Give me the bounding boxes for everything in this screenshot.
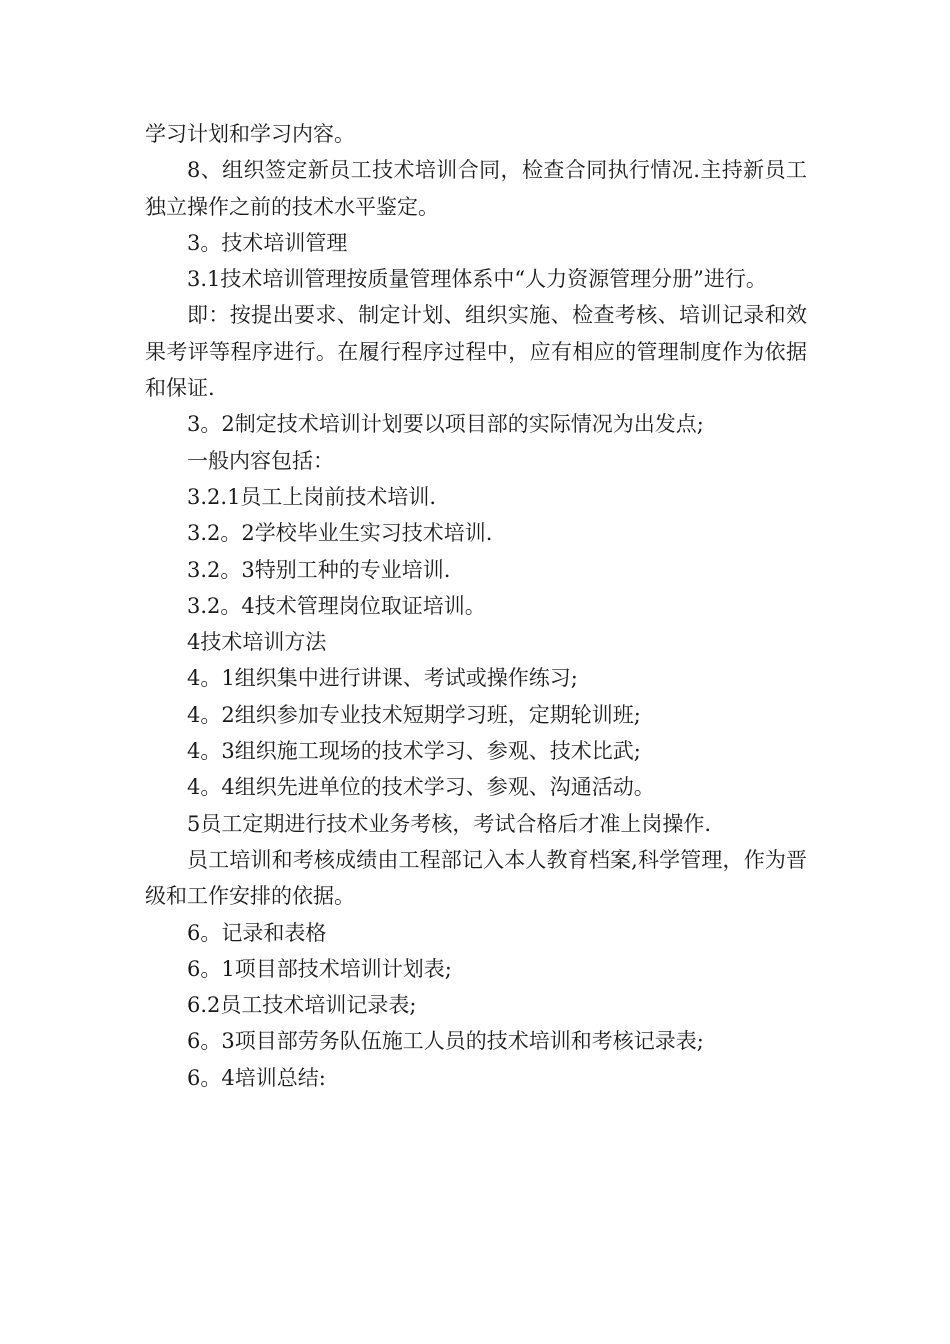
list-item: 6。1项目部技术培训计划表;	[187, 956, 452, 981]
paragraph: 3.1技术培训管理按质量管理体系中“人力资源管理分册”进行。	[187, 267, 767, 292]
paragraph: 学习计划和学习内容。	[145, 122, 355, 146]
list-item: 3.2。2学校毕业生实习技术培训.	[187, 521, 493, 546]
list-item: 3.2.1员工上岗前技术培训.	[187, 484, 437, 509]
paragraph: 员工培训和考核成绩由工程部记入本人教育档案,科学管理，作为晋级和工作安排的依据。	[145, 847, 807, 909]
list-item: 6。3项目部劳务队伍施工人员的技术培训和考核记录表;	[187, 1029, 704, 1054]
section-heading: 3。技术培训管理	[187, 230, 348, 255]
section-heading: 4技术培训方法	[187, 630, 327, 655]
list-item: 4。1组织集中进行讲课、考试或操作练习;	[187, 666, 578, 691]
paragraph: 一般内容包括：	[187, 448, 334, 473]
list-item: 4。2组织参加专业技术短期学习班，定期轮训班;	[187, 702, 641, 727]
paragraph: 3。2制定技术培训计划要以项目部的实际情况为出发点;	[187, 412, 704, 437]
list-item: 3.2。4技术管理岗位取证培训。	[187, 593, 486, 618]
list-item: 6。4培训总结:	[187, 1065, 326, 1090]
paragraph: 5员工定期进行技术业务考核，考试合格后才准上岗操作.	[187, 811, 712, 836]
list-item: 4。3组织施工现场的技术学习、参观、技术比武;	[187, 739, 641, 764]
paragraph: 即：按提出要求、制定计划、组织实施、检查考核、培训记录和效果考评等程序进行。在履行程序过程中，应有相应的管理制度作为依据和保证.	[145, 303, 807, 401]
list-item: 4。4组织先进单位的技术学习、参观、沟通活动。	[187, 775, 655, 800]
list-item: 3.2。3特别工种的专业培训.	[187, 557, 451, 582]
section-heading: 6。记录和表格	[187, 920, 327, 945]
paragraph: 8、组织签定新员工技术培训合同，检查合同执行情况.主持新员工独立操作之前的技术水平鉴定。	[145, 158, 807, 219]
document-body	[145, 116, 807, 1096]
list-item: 6.2员工技术培训记录表;	[187, 993, 417, 1018]
